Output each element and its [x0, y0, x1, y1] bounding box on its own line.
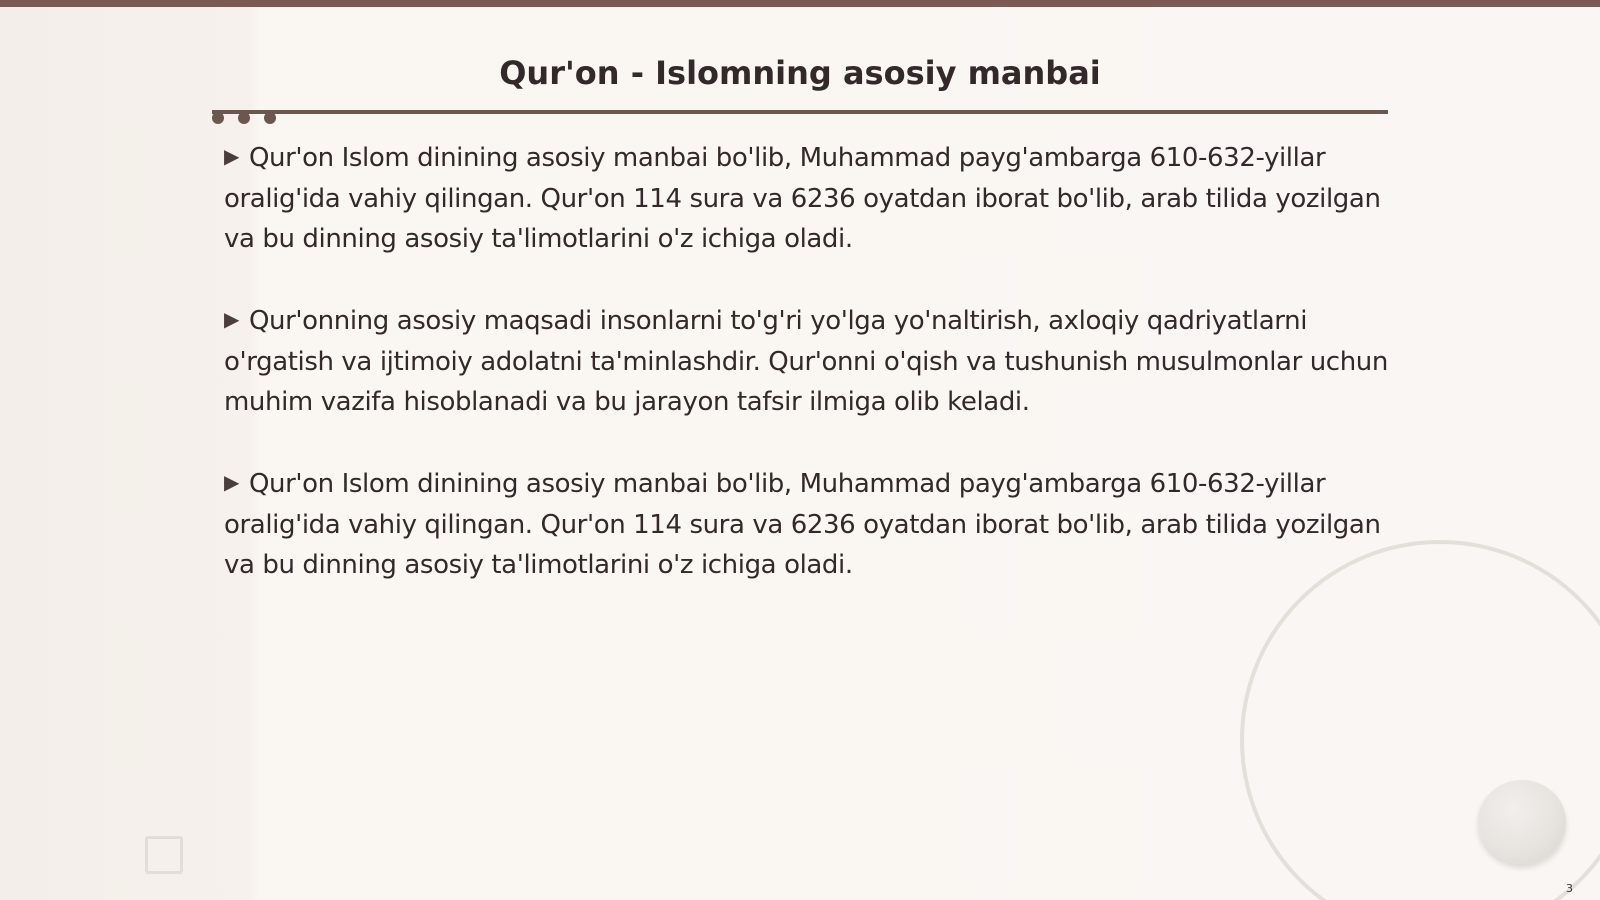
slide-title: Qur'on - Islomning asosiy manbai	[499, 54, 1101, 92]
title-dot-2	[238, 112, 250, 124]
play-arrow-icon: ▶	[224, 307, 239, 331]
top-accent-bar	[0, 0, 1600, 7]
bullet-item-2	[224, 301, 1394, 422]
title-dot-1	[212, 112, 224, 124]
play-arrow-icon: ▶	[224, 470, 239, 494]
bullet-text: Qur'on Islom dinining asosiy manbai bo'lib, Muhammad payg'ambarga 610-632-yillar oralig'ida vahiy qilingan. Qur'on 114 sura va 6236 oyatdan iborat bo'lib, arab tilida yozilgan va bu dinning asosiy ta'limotlarini o'z ichiga oladi.	[224, 143, 1381, 254]
bullet-text: Qur'onning asosiy maqsadi insonlarni to'g'ri yo'lga yo'naltirish, axloqiy qadriyatlarni o'rgatish va ijtimoiy adolatni ta'minlashdir. Qur'onni o'qish va tushunish musulmonlar uchun muhim vazifa hisoblanadi va bu jarayon tafsir ilmiga olib keladi.	[224, 306, 1388, 417]
play-arrow-icon: ▶	[224, 144, 239, 168]
page-number: 3	[1566, 882, 1573, 895]
decorative-square	[145, 836, 183, 874]
decorative-ball	[1478, 780, 1566, 864]
bullet-item-3	[224, 464, 1394, 585]
bullet-text: Qur'on Islom dinining asosiy manbai bo'lib, Muhammad payg'ambarga 610-632-yillar oralig'ida vahiy qilingan. Qur'on 114 sura va 6236 oyatdan iborat bo'lib, arab tilida yozilgan va bu dinning asosiy ta'limotlarini o'z ichiga oladi.	[224, 469, 1381, 580]
bullet-list	[224, 138, 1394, 627]
bullet-item-1	[224, 138, 1394, 259]
title-underline	[212, 110, 1388, 114]
title-dot-3	[264, 112, 276, 124]
